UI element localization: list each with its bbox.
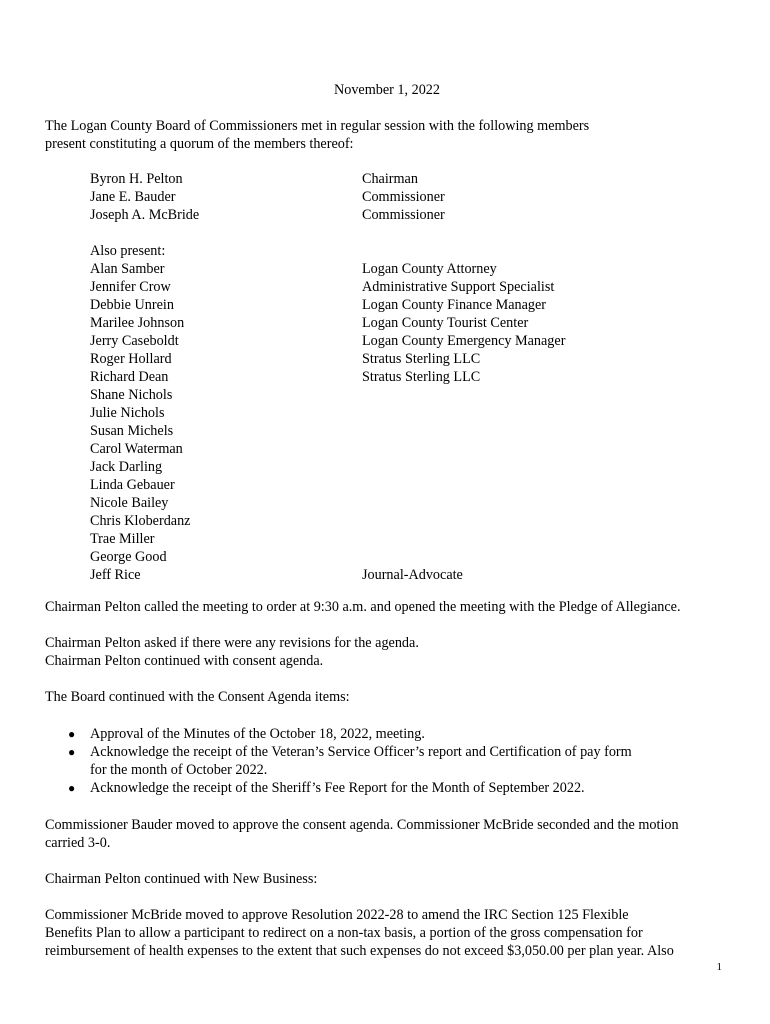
attendee-name: Jerry Caseboldt — [90, 333, 179, 349]
intro-line: present constituting a quorum of the members thereof: — [45, 136, 354, 152]
member-title: Chairman — [362, 171, 418, 187]
attendee-title: Stratus Sterling LLC — [362, 351, 481, 367]
attendee-name: Trae Miller — [90, 531, 155, 547]
attendee-title — [362, 386, 565, 404]
attendee-title — [362, 548, 565, 566]
also-present-label: Also present: — [90, 243, 166, 259]
attendee-title — [362, 512, 565, 530]
board-member-titles — [362, 170, 445, 224]
list-item — [45, 743, 632, 779]
member-title: Commissioner — [362, 189, 445, 205]
attendee-name: Nicole Bailey — [90, 495, 169, 511]
member-name: Byron H. Pelton — [90, 171, 183, 187]
attendee-title: Administrative Support Specialist — [362, 279, 555, 295]
attendee-title: Journal-Advocate — [362, 567, 463, 583]
attendee-names — [90, 242, 190, 584]
attendee-title — [362, 404, 565, 422]
attendee-titles — [362, 260, 565, 584]
attendee-name: Roger Hollard — [90, 351, 172, 367]
attendee-name: Jack Darling — [90, 459, 163, 475]
attendee-name: Carol Waterman — [90, 441, 183, 457]
member-name: Joseph A. McBride — [90, 207, 200, 223]
board-member-names — [90, 170, 199, 224]
member-title: Commissioner — [362, 207, 445, 223]
page-number: 1 — [716, 961, 722, 973]
attendee-title — [362, 476, 565, 494]
resolution-line: Benefits Plan to allow a participant to redirect on a non-tax basis, a portion of the gross compensation for — [45, 925, 643, 941]
new-business-heading: Chairman Pelton continued with New Business: — [45, 871, 318, 887]
attendee-name: Shane Nichols — [90, 387, 173, 403]
attendee-title — [362, 494, 565, 512]
consent-agenda-list — [45, 725, 632, 797]
member-name: Jane E. Bauder — [90, 189, 176, 205]
consent-intro: The Board continued with the Consent Agenda items: — [45, 689, 350, 705]
attendee-name: Susan Michels — [90, 423, 174, 439]
resolution-line: reimbursement of health expenses to the extent that such expenses do not exceed $3,050.00 per plan year. Also — [45, 943, 674, 959]
meeting-date: November 1, 2022 — [334, 82, 440, 98]
list-item-text: Acknowledge the receipt of the Veteran’s Service Officer’s report and Certification of pay form — [90, 744, 632, 760]
resolution-line: Commissioner McBride moved to approve Resolution 2022-28 to amend the IRC Section 125 Flexible — [45, 907, 629, 923]
bullet-icon: ● — [68, 781, 76, 795]
attendee-title — [362, 530, 565, 548]
intro-paragraph — [45, 117, 589, 153]
consent-motion — [45, 816, 679, 852]
attendee-title: Logan County Attorney — [362, 261, 497, 277]
attendee-title — [362, 458, 565, 476]
attendee-name: Linda Gebauer — [90, 477, 175, 493]
attendee-title — [362, 422, 565, 440]
motion-line: Commissioner Bauder moved to approve the consent agenda. Commissioner McBride seconded and the motion — [45, 817, 679, 833]
attendee-name: George Good — [90, 549, 167, 565]
attendee-name: Julie Nichols — [90, 405, 165, 421]
resolution-paragraph — [45, 906, 674, 960]
list-item-text: Acknowledge the receipt of the Sheriff’s Fee Report for the Month of September 2022. — [90, 780, 585, 796]
agenda-line: Chairman Pelton continued with consent agenda. — [45, 653, 324, 669]
list-item-text: Approval of the Minutes of the October 18, 2022, meeting. — [90, 726, 425, 742]
attendee-name: Jeff Rice — [90, 567, 141, 583]
attendee-title: Logan County Tourist Center — [362, 315, 529, 331]
agenda-paragraph — [45, 634, 419, 670]
bullet-icon: ● — [68, 727, 76, 741]
list-item — [45, 725, 632, 743]
attendee-name: Jennifer Crow — [90, 279, 171, 295]
attendee-title: Stratus Sterling LLC — [362, 369, 481, 385]
agenda-line: Chairman Pelton asked if there were any revisions for the agenda. — [45, 635, 419, 651]
attendee-title — [362, 440, 565, 458]
list-item-text: for the month of October 2022. — [90, 762, 268, 778]
attendee-name: Marilee Johnson — [90, 315, 185, 331]
attendee-title: Logan County Emergency Manager — [362, 333, 566, 349]
attendee-title: Logan County Finance Manager — [362, 297, 546, 313]
attendee-name: Chris Kloberdanz — [90, 513, 191, 529]
list-item — [45, 779, 632, 797]
attendee-name: Debbie Unrein — [90, 297, 174, 313]
motion-line: carried 3-0. — [45, 835, 111, 851]
attendee-name: Richard Dean — [90, 369, 169, 385]
intro-line: The Logan County Board of Commissioners met in regular session with the following members — [45, 118, 590, 134]
attendee-name: Alan Samber — [90, 261, 165, 277]
bullet-icon: ● — [68, 745, 76, 759]
call-to-order: Chairman Pelton called the meeting to order at 9:30 a.m. and opened the meeting with the Pledge of Allegiance. — [45, 599, 681, 615]
